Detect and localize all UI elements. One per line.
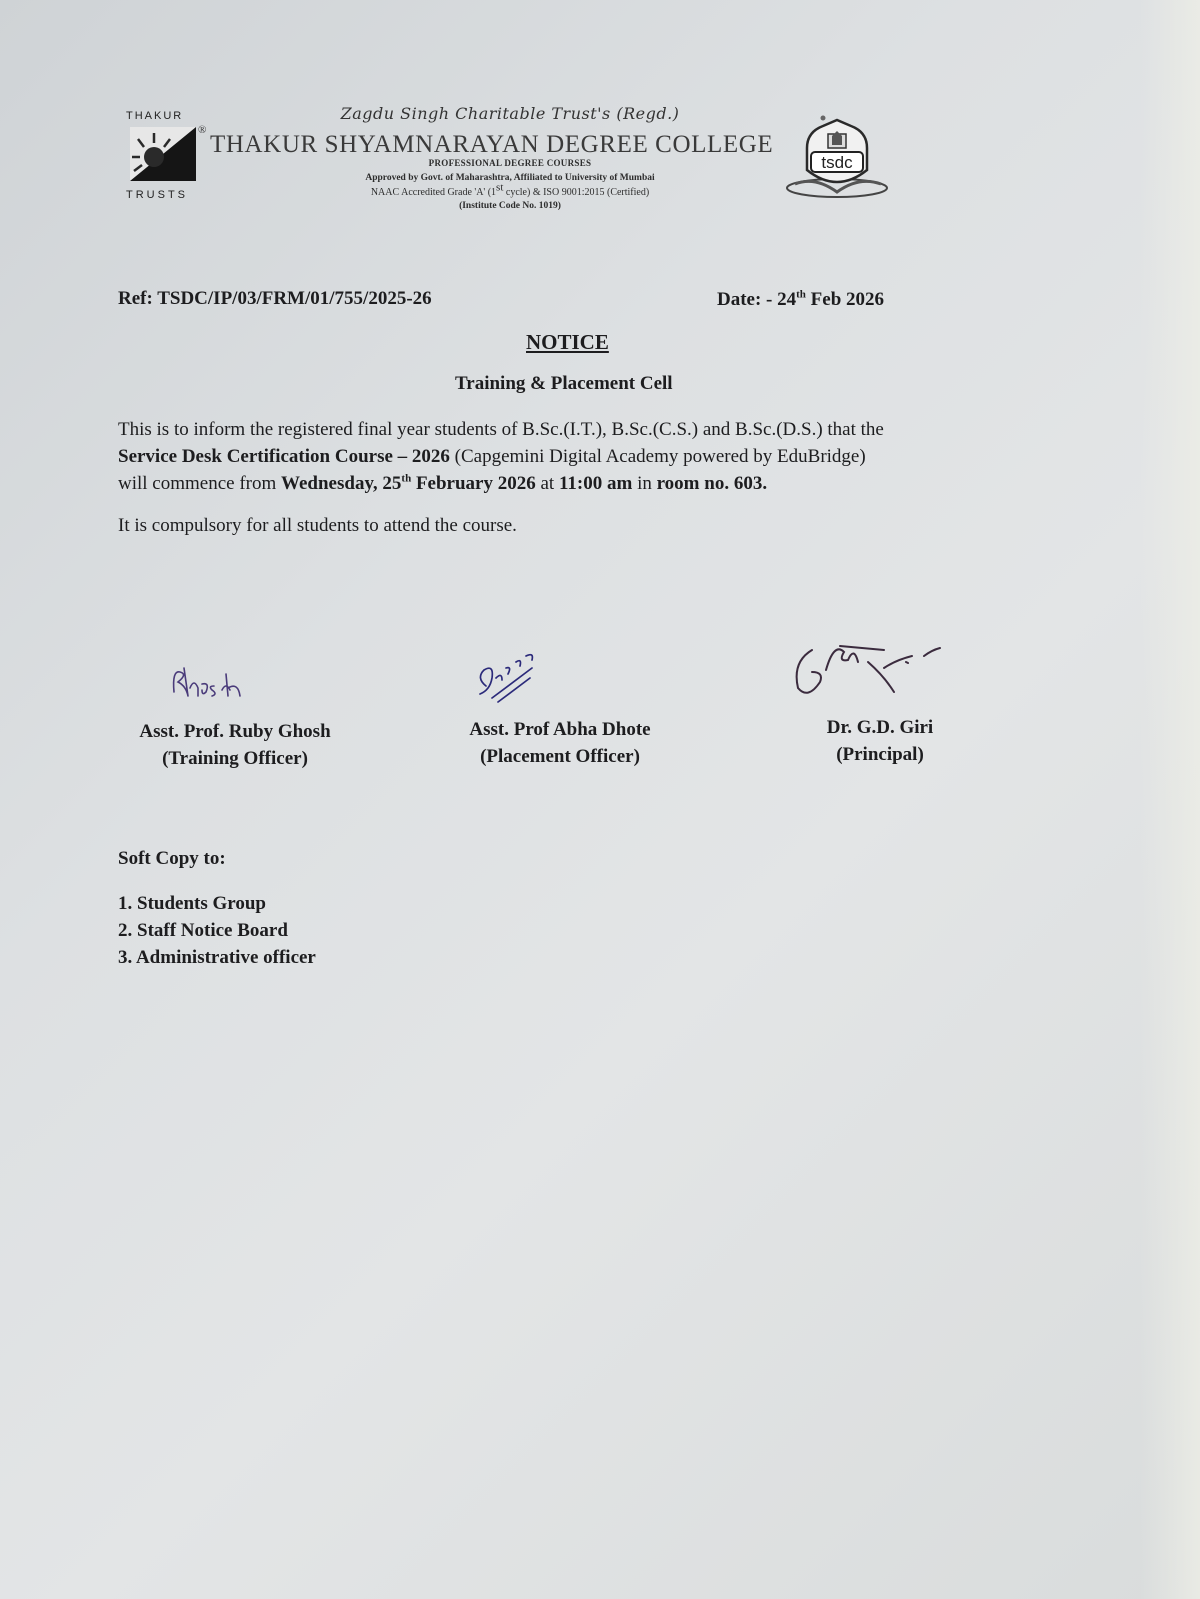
reference-number: Ref: TSDC/IP/03/FRM/01/755/2025-26 [118,288,432,309]
list-item: 1. Students Group [118,893,267,914]
notice-date: Date: - 24th Feb 2026 [717,288,885,310]
signatory-role: (Training Officer) [162,748,308,769]
svg-text:tsdc: tsdc [821,153,853,172]
soft-copy-list [118,890,316,971]
college-name: THAKUR SHYAMNARAYAN DEGREE COLLEGE [210,131,774,158]
body-line-2: Service Desk Certification Course – 2026 (Capgemini Digital Academy powered by EduBridge) [118,446,866,467]
signatory-principal [800,714,960,768]
notice-body [118,416,1018,497]
trust-name: Zagdu Singh Charitable Trust's (Regd.) [340,104,680,123]
soft-copy-label: Soft Copy to: [118,848,226,869]
body-line-1: This is to inform the registered final year students of B.Sc.(I.T.), B.Sc.(C.S.) and B.Sc.(D.S.) that the [118,419,884,440]
list-item: 2. Staff Notice Board [118,920,288,941]
signature-ghosh [168,662,268,706]
registered-mark: ® [198,124,207,136]
thakur-trusts-logo [126,110,206,206]
signatory-role: (Placement Officer) [480,746,640,767]
paper-shade [1140,0,1200,1599]
tsdc-emblem-icon [785,112,897,204]
cell-title: Training & Placement Cell [455,373,673,394]
signatory-name: Asst. Prof. Ruby Ghosh [139,721,331,742]
logo-bottom-text: TRUSTS [126,189,188,201]
courses-line: PROFESSIONAL DEGREE COURSES [428,158,592,168]
institute-code: (Institute Code No. 1019) [459,201,561,211]
signatory-name: Dr. G.D. Giri [826,717,934,738]
compulsory-statement: It is compulsory for all students to attend the course. [118,515,517,536]
logo-top-text: THAKUR [126,110,184,122]
signatory-training-officer [110,718,360,772]
body-line-3: will commence from Wednesday, 25th February 2026 at 11:00 am in room no. 603. [118,472,768,494]
signature-dhote [472,648,552,708]
naac-line: NAAC Accredited Grade 'A' (1st cycle) & ISO 9001:2015 (Certified) [370,181,650,198]
approval-line: Approved by Govt. of Maharashtra, Affiliated to University of Mumbai [365,173,655,183]
sun-emblem-icon [130,127,196,181]
signature-giri [788,632,948,702]
list-item: 3. Administrative officer [118,947,316,968]
letterhead-trust-line [210,104,810,123]
signatory-name: Asst. Prof Abha Dhote [469,719,651,740]
notice-title: NOTICE [526,330,609,354]
signatory-role: (Principal) [836,744,924,765]
signatory-placement-officer [445,716,675,770]
